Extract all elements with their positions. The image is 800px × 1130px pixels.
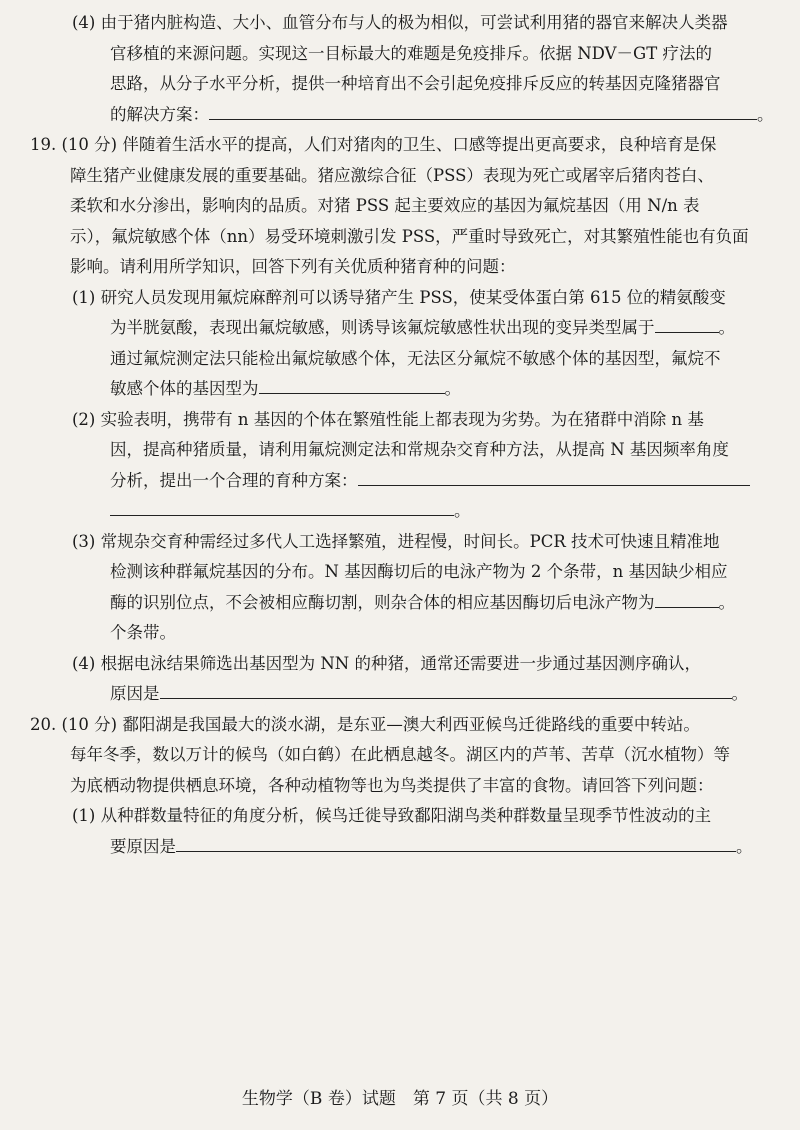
- q20-intro: [30, 710, 770, 802]
- text-line: 障生猪产业健康发展的重要基础。猪应激综合征（PSS）表现为死亡或屠宰后猪肉苍白、: [70, 165, 714, 185]
- period: 。: [736, 836, 753, 856]
- text-line: 通过氟烷测定法只能检出氟烷敏感个体，无法区分氟烷不敏感个体的基因型，氟烷不: [110, 348, 721, 368]
- text-line: 示），氟烷敏感个体（nn）易受环境刺激引发 PSS，严重时导致死亡，对其繁殖性能也有负面: [70, 226, 749, 246]
- answer-line: [30, 466, 770, 497]
- text-line: 影响。请利用所学知识，回答下列有关优质种猪育种的问题：: [70, 257, 516, 276]
- text-segment: 为半胱氨酸，表现出氟烷敏感，则诱导该氟烷敏感性状出现的变异类型属于: [110, 318, 655, 337]
- period: 。: [731, 684, 748, 703]
- answer-blank[interactable]: [209, 101, 757, 120]
- text-line: (4) 由于猪内脏构造、大小、血管分布与人的极为相似，可尝试利用猪的器官来解决人类器: [72, 13, 728, 32]
- q19-intro: [30, 130, 770, 283]
- page-footer: 生物学（B 卷）试题 第 7 页（共 8 页）: [241, 1089, 559, 1109]
- text-segment: 的解决方案：: [110, 104, 209, 124]
- text-line: 个条带。: [110, 623, 176, 642]
- q19-part3: [30, 527, 770, 649]
- answer-blank[interactable]: [655, 589, 719, 608]
- q19-part2: [30, 405, 770, 527]
- text-segment: 原因是: [110, 684, 160, 703]
- text-segment: 分析，提出一个合理的育种方案：: [110, 470, 358, 490]
- answer-blank[interactable]: [110, 497, 454, 516]
- answer-line: [30, 313, 770, 344]
- answer-blank[interactable]: [176, 833, 736, 852]
- text-segment: 酶的识别位点，不会被相应酶切割，则杂合体的相应基因酶切后电泳产物为: [110, 592, 655, 612]
- answer-blank[interactable]: [655, 314, 719, 333]
- text-line: 为底栖动物提供栖息环境，各种动植物等也为鸟类提供了丰富的食物。请回答下列问题：: [70, 775, 714, 795]
- q18-part4: [30, 8, 774, 130]
- answer-line: [30, 374, 770, 405]
- text-line: (1) 从种群数量特征的角度分析，候鸟迁徙导致鄱阳湖鸟类种群数量呈现季节性波动的主: [72, 806, 712, 825]
- text-line: 因，提高种猪质量，请利用氟烷测定法和常规杂交育种方法，从提高 N 基因频率角度: [110, 440, 729, 459]
- period: 。: [757, 104, 774, 124]
- q19-part1: [30, 283, 770, 405]
- text-line: 官移植的来源问题。实现这一目标最大的难题是免疫排斥。依据 NDV－GT 疗法的: [110, 43, 712, 63]
- answer-line: [30, 496, 770, 527]
- text-line: (2) 实验表明，携带有 n 基因的个体在繁殖性能上都表现为劣势。为在猪群中消除 n 基: [72, 409, 704, 429]
- text-segment: 敏感个体的基因型为: [110, 379, 259, 398]
- answer-blank[interactable]: [259, 375, 445, 394]
- answer-line: [30, 100, 774, 131]
- answer-blank[interactable]: [160, 680, 732, 699]
- period: 。: [444, 379, 461, 398]
- text-line: (3) 常规杂交育种需经过多代人工选择繁殖，进程慢，时间长。PCR 技术可快速且精准地: [72, 531, 720, 551]
- period: 。: [718, 318, 735, 337]
- q20-part1: [30, 801, 770, 862]
- q19-part4: [30, 649, 770, 710]
- question-heading: 20. (10 分) 鄱阳湖是我国最大的淡水湖，是东亚—澳大利西亚候鸟迁徙路线的重要中转站。: [30, 714, 700, 734]
- text-line: 柔软和水分渗出，影响肉的品质。对猪 PSS 起主要效应的基因为氟烷基因（用 N/n 表: [70, 196, 700, 215]
- text-line: 检测该种群氟烷基因的分布。N 基因酶切后的电泳产物为 2 个条带，n 基因缺少相应: [110, 562, 728, 581]
- period: 。: [718, 592, 735, 612]
- text-segment: 要原因是: [110, 836, 176, 856]
- text-line: (4) 根据电泳结果筛选出基因型为 NN 的种猪，通常还需要进一步通过基因测序确认，: [72, 653, 701, 673]
- answer-blank[interactable]: [358, 467, 750, 486]
- answer-line: [30, 832, 770, 863]
- answer-line: [30, 679, 770, 710]
- text-line: (1) 研究人员发现用氟烷麻醉剂可以诱导猪产生 PSS，使某受体蛋白第 615 位的精氨酸变: [72, 287, 726, 307]
- text-line: 思路，从分子水平分析，提供一种培育出不会引起免疫排斥反应的转基因克隆猪器官: [110, 74, 721, 93]
- answer-line: [30, 588, 770, 619]
- period: 。: [454, 501, 471, 520]
- question-heading: 19. (10 分) 伴随着生活水平的提高，人们对猪肉的卫生、口感等提出更高要求，良种培育是保: [30, 135, 717, 154]
- text-line: 每年冬季，数以万计的候鸟（如白鹤）在此栖息越冬。湖区内的芦苇、苦草（沉水植物）等: [70, 745, 730, 764]
